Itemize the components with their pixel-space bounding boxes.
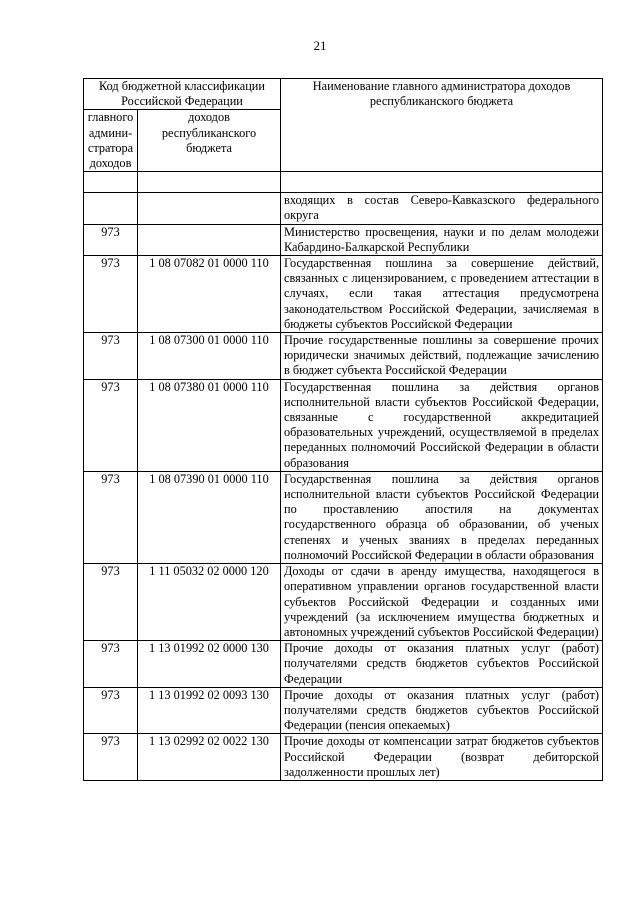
income-name-cell: Государственная пошлина за действия органов исполнительной власти субъектов Российской Федерации по проставлению апостиля на документах государственного образца об образовании, об ученых степенях и ученых званиях в пределах переданных полномочий Российской Федерации в области образования — [281, 471, 603, 563]
spacer-cell — [281, 172, 603, 193]
admin-code-cell: 973 — [84, 333, 138, 380]
page-number: 21 — [313, 38, 327, 53]
admin-code-cell: 973 — [84, 256, 138, 333]
table-spacer-row — [84, 172, 603, 193]
income-name-cell: Государственная пошлина за совершение действий, связанных с лицензированием, с проведением аттестации в случаях, если такая аттестация предусмотрена законодательством Российской Федерации, зачисляемая в бюджеты субъектов Российской Федерации — [281, 256, 603, 333]
income-name-cell: входящих в состав Северо-Кавказского федерального округа — [281, 193, 603, 224]
income-name-cell: Прочие доходы от оказания платных услуг (работ) получателями средств бюджетов субъектов Российской Федерации (пенсия опекаемых) — [281, 687, 603, 734]
income-name-cell: Государственная пошлина за действия органов исполнительной власти субъектов Российской Федерации, связанные с государственной аккредитацией образовательных учреждений, осуществляемой в пределах переданных полномочий Российской Федерации в области образования — [281, 379, 603, 471]
admin-code-cell: 973 — [84, 471, 138, 563]
income-code-cell — [138, 193, 281, 224]
table-row — [84, 193, 603, 224]
income-name-cell: Прочие доходы от компенсации затрат бюджетов субъектов Российской Федерации (возврат дебиторской задолженности прошлых лет) — [281, 734, 603, 781]
table-row — [84, 471, 603, 563]
table-row — [84, 687, 603, 734]
header-republican-budget-income: доходов республиканского бюджета — [138, 110, 281, 172]
income-name-cell: Прочие доходы от оказания платных услуг (работ) получателями средств бюджетов субъектов Российской Федерации — [281, 641, 603, 688]
income-code-cell — [138, 224, 281, 255]
income-name-cell: Министерство просвещения, науки и по делам молодежи Кабардино-Балкарской Республики — [281, 224, 603, 255]
header-main-administrator: главного админи-стратора доходов — [84, 110, 138, 172]
table-row — [84, 734, 603, 781]
income-code-cell: 1 11 05032 02 0000 120 — [138, 564, 281, 641]
income-code-cell: 1 08 07300 01 0000 110 — [138, 333, 281, 380]
table-row — [84, 641, 603, 688]
admin-code-cell: 973 — [84, 564, 138, 641]
admin-code-cell: 973 — [84, 224, 138, 255]
income-code-cell: 1 08 07380 01 0000 110 — [138, 379, 281, 471]
admin-code-cell: 973 — [84, 687, 138, 734]
header-budget-classification-code: Код бюджетной классификации Российской Федерации — [84, 79, 281, 110]
table-row — [84, 564, 603, 641]
admin-code-cell: 973 — [84, 734, 138, 781]
admin-code-cell — [84, 193, 138, 224]
spacer-cell — [84, 172, 138, 193]
spacer-cell — [138, 172, 281, 193]
table-row — [84, 224, 603, 255]
budget-classification-table — [83, 78, 603, 781]
income-name-cell: Прочие государственные пошлины за совершение прочих юридически значимых действий, подлежащие зачислению в бюджет субъекта Российской Федерации — [281, 333, 603, 380]
income-code-cell: 1 13 01992 02 0000 130 — [138, 641, 281, 688]
table-row — [84, 333, 603, 380]
admin-code-cell: 973 — [84, 641, 138, 688]
table-row — [84, 256, 603, 333]
income-name-cell: Доходы от сдачи в аренду имущества, находящегося в оперативном управлении органов государственной власти субъектов Российской Федерации и созданных ими учреждений (за исключением имущества бюджетных и автономных учреждений субъектов Российской Федерации) — [281, 564, 603, 641]
admin-code-cell: 973 — [84, 379, 138, 471]
table-row — [84, 379, 603, 471]
income-code-cell: 1 13 02992 02 0022 130 — [138, 734, 281, 781]
income-code-cell: 1 08 07082 01 0000 110 — [138, 256, 281, 333]
income-code-cell: 1 08 07390 01 0000 110 — [138, 471, 281, 563]
header-administrator-name: Наименование главного администратора доходов республиканского бюджета — [281, 79, 603, 172]
income-code-cell: 1 13 01992 02 0093 130 — [138, 687, 281, 734]
